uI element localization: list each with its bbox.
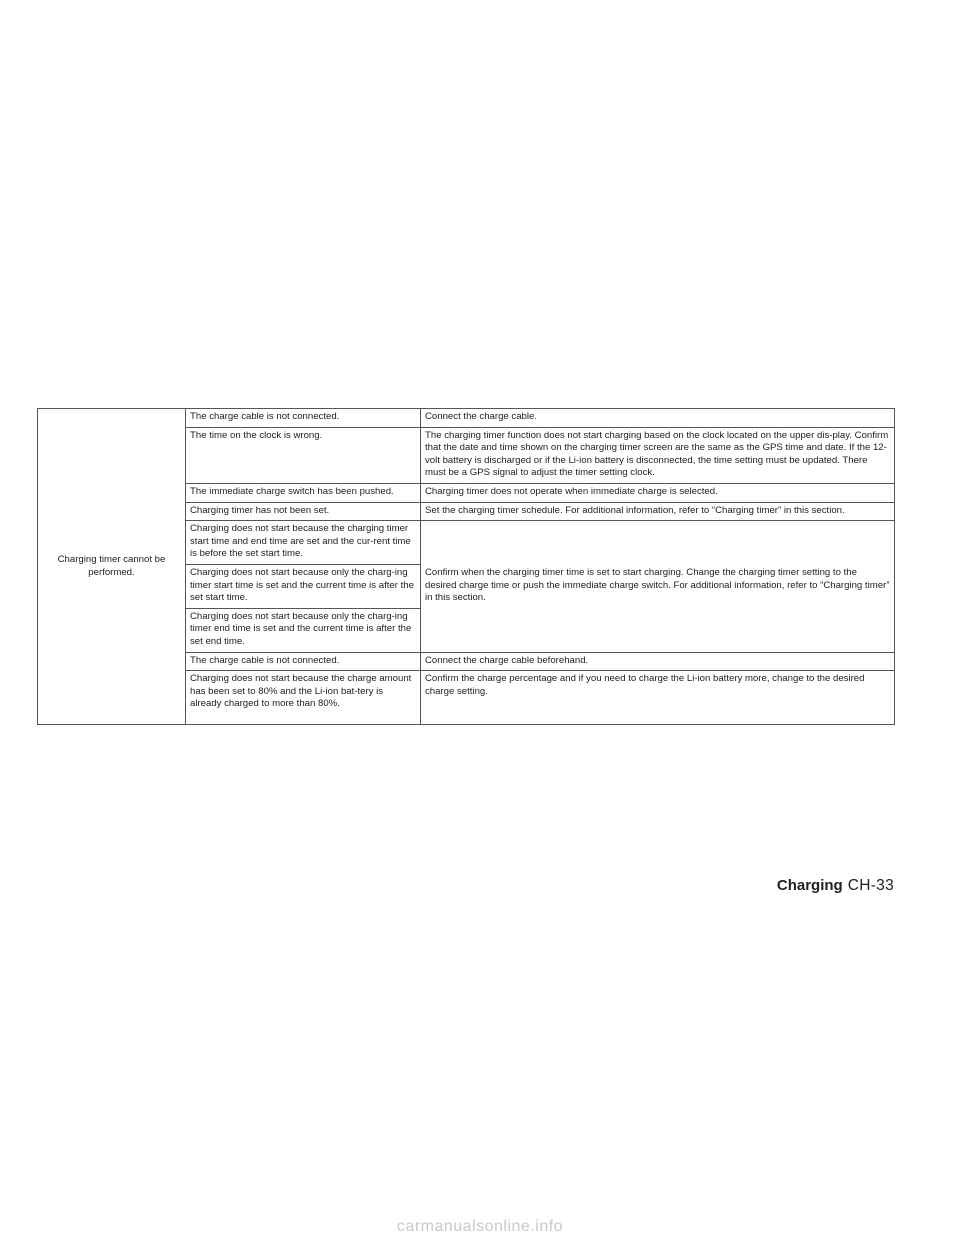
section-name: Charging (776, 877, 843, 894)
action-cell: Set the charging timer schedule. For additional information, refer to “Charging timer” in this section. (421, 502, 895, 521)
action-cell: Charging timer does not operate when immediate charge is selected. (421, 483, 895, 502)
action-cell: Connect the charge cable beforehand. (421, 652, 895, 671)
action-cell: Confirm when the charging timer time is set to start charging. Change the charging timer setting to the desired charge time or push the immediate charge switch. For additional information, refer to “Charging timer” in this section. (421, 521, 895, 652)
cause-cell: Charging does not start because only the charg-ing timer end time is set and the current time is after the set end time. (186, 608, 421, 652)
cause-cell: Charging does not start because the charge amount has been set to 80% and the Li-ion bat-tery is already charged to more than 80%. (186, 671, 421, 725)
page-footer (777, 877, 894, 895)
action-cell: Confirm the charge percentage and if you need to charge the Li-ion battery more, change to the desired charge setting. (421, 671, 895, 725)
cause-cell: The charge cable is not connected. (186, 409, 421, 428)
troubleshooting-table (37, 408, 895, 725)
watermark: carmanualsonline.info (396, 1218, 564, 1235)
cause-cell: The time on the clock is wrong. (186, 427, 421, 483)
condition-cell: Charging timer cannot be performed. (38, 409, 186, 725)
cause-cell: Charging does not start because only the charg-ing timer start time is set and the current time is after the set start time. (186, 564, 421, 608)
cause-cell: Charging timer has not been set. (186, 502, 421, 521)
cause-cell: The charge cable is not connected. (186, 652, 421, 671)
action-cell: The charging timer function does not start charging based on the clock located on the upper dis-play. Confirm that the date and time shown on the charging timer screen are the same as the GPS time and date. If the 12-volt battery is discharged or if the Li-ion battery is disconnected, the time setting must be updated. There must be a GPS signal to adjust the timer setting clock. (421, 427, 895, 483)
page-number: CH-33 (847, 877, 894, 894)
cause-cell: Charging does not start because the charging timer start time and end time are set and the cur-rent time is before the set start time. (186, 521, 421, 565)
cause-cell: The immediate charge switch has been pushed. (186, 483, 421, 502)
action-cell: Connect the charge cable. (421, 409, 895, 428)
table-row (38, 409, 895, 428)
